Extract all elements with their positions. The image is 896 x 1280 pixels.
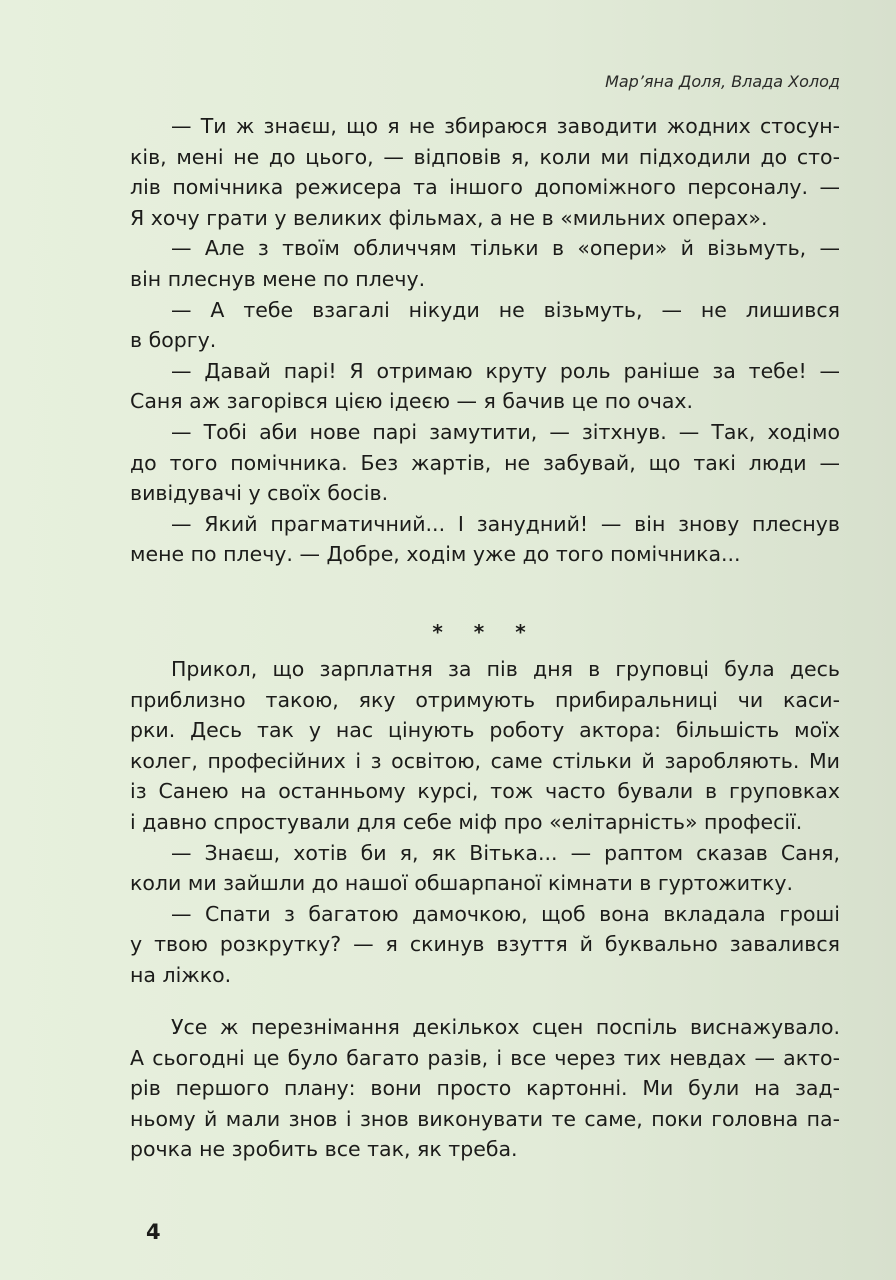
text-block-3 — [130, 1012, 840, 1165]
text-line: на ліжко. — [130, 962, 232, 987]
text-block-1 — [130, 111, 840, 570]
text-line: колег, професійних і з освітою, саме стільки й заробляють. Ми — [130, 748, 840, 773]
text-line: А сьогодні це було багато разів, і все через тих невдах — акто- — [130, 1045, 840, 1070]
text-block-2 — [130, 654, 840, 991]
text-line: Я хочу грати у великих фільмах, а не в «мильних операх». — [130, 205, 768, 230]
text-line: — Ти ж знаєш, що я не збираюся заводити жодних стосун- — [171, 114, 840, 138]
text-line: і давно спростували для себе міф про «елітарність» професії. — [130, 809, 803, 834]
text-line: — Тобі аби нове парі замутити, — зітхнув. — Так, ходімо — [171, 419, 840, 444]
text-line: — А тебе взагалі нікуди не візьмуть, — не лишився — [171, 297, 840, 322]
text-line: із Санею на останньому курсі, тож часто бували в груповках — [130, 779, 840, 804]
text-line: — Який прагматичний... І занудний! — він знову плеснув — [171, 511, 840, 536]
text-line: він плеснув мене по плечу. — [130, 266, 426, 291]
text-line: коли ми зайшли до нашої обшарпаної кімнати в гуртожитку. — [130, 871, 794, 896]
text-line: — Давай парі! Я отримаю круту роль раніше за тебе! — — [171, 358, 840, 383]
text-line: ньому й мали знов і знов виконувати те саме, поки головна па- — [130, 1106, 840, 1131]
running-head: Мар’яна Доля, Влада Холод — [605, 72, 840, 91]
text-line: Саня аж загорівся цією ідеєю — я бачив це по очах. — [130, 389, 694, 414]
text-line: Усе ж перезнімання декількох сцен поспіль виснажувало. — [171, 1015, 840, 1039]
text-line: вивідувачі у своїх босів. — [130, 481, 389, 506]
text-line: до того помічника. Без жартів, не забувай, що такі люди — — [130, 450, 840, 475]
text-line: у твою розкрутку? — я скинув взуття й буквально завалився — [130, 932, 840, 957]
text-line: лів помічника режисера та іншого допоміжного персоналу. — — [130, 175, 840, 200]
text-line: — Але з твоїм обличчям тільки в «опери» й візьмуть, — — [171, 236, 840, 261]
text-line: приблизно такою, яку отримують прибиральниці чи каси- — [130, 687, 840, 712]
text-line: рів першого плану: вони просто картонні. Ми були на зад- — [130, 1076, 840, 1101]
text-line: в боргу. — [130, 328, 217, 353]
text-line: — Спати з багатою дамочкою, щоб вона вкладала гроші — [171, 901, 840, 926]
page-number: 4 — [146, 1220, 161, 1244]
text-line: рки. Десь так у нас цінують роботу актора: більшість моїх — [130, 718, 840, 743]
text-line: ків, мені не до цього, — відповів я, коли ми підходили до сто- — [130, 144, 840, 169]
text-line: мене по плечу. — Добре, ходім уже до того помічника... — [130, 542, 741, 567]
text-line: рочка не зробить все так, як треба. — [130, 1137, 518, 1162]
text-line: — Знаєш, хотів би я, як Вітька... — раптом сказав Саня, — [171, 840, 840, 865]
scene-separator: * * * — [432, 620, 538, 644]
text-line: Прикол, що зарплатня за пів дня в груповці була десь — [171, 657, 840, 681]
